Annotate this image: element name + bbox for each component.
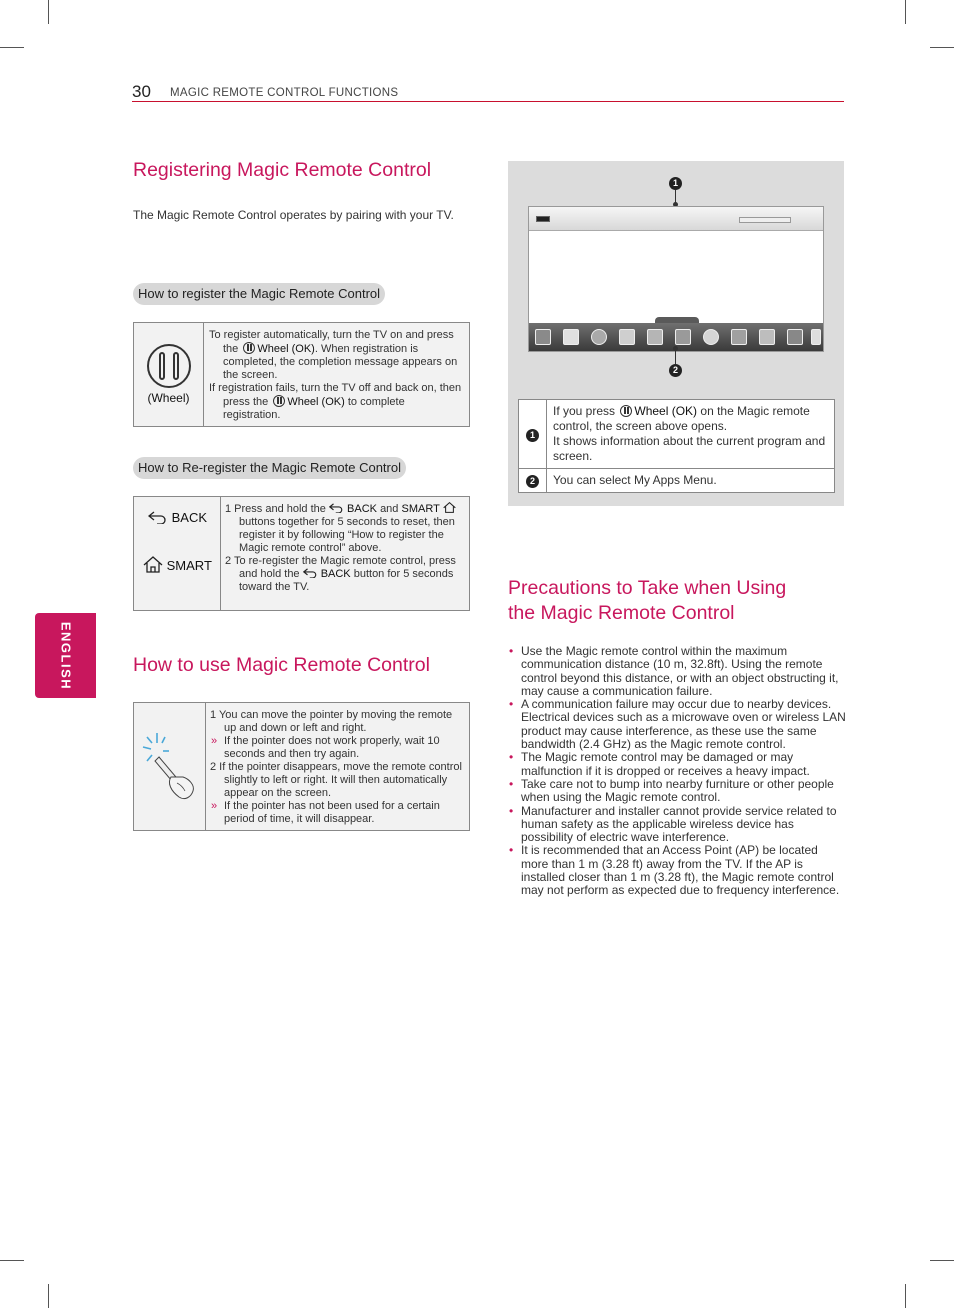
language-tab (35, 613, 96, 698)
callout-1: 1 (669, 177, 682, 190)
legend-num-cell (519, 400, 547, 469)
page-header (132, 82, 844, 102)
list-item: • It is recommended that an Access Point (AP) be located more than 1 m (3.28 ft) away from the TV. If the AP is installed closer than 1 m (3.28 ft), the Magic remote control may not perform as expected due to frequency interference. (508, 844, 846, 897)
back-icon (148, 511, 168, 524)
input-icon (787, 329, 803, 345)
clock-icon (703, 329, 719, 345)
use-step-2: 2 If the pointer disappears, move the remote control slightly to left or right. It will then automatically appear on the screen. (210, 761, 462, 799)
home-icon (143, 556, 163, 573)
back-icon (303, 568, 318, 578)
crop-mark (905, 0, 906, 24)
callout-2-leader (675, 350, 676, 364)
callout-2: 2 (669, 364, 682, 377)
legend-num-cell (519, 469, 547, 493)
progress-slot (739, 217, 791, 223)
precautions-title: Precautions to Take when Using the Magic Remote Control (508, 577, 787, 624)
crop-mark (48, 0, 49, 24)
register-instructions (204, 323, 470, 427)
wheel-caption: (Wheel) (147, 391, 190, 405)
reregister-instructions (221, 497, 470, 611)
legend-text-2: You can select My Apps Menu. (547, 469, 835, 493)
remote-pointer-icon (137, 727, 203, 803)
back-label: BACK (171, 510, 208, 525)
list-item: • Take care not to bump into nearby furniture or other people when using the Magic remote control. (508, 778, 846, 805)
search-icon (619, 329, 635, 345)
crop-mark (930, 47, 954, 48)
use-table (133, 702, 470, 831)
media-icon (675, 329, 691, 345)
gear-icon (563, 329, 579, 345)
crop-mark (0, 47, 24, 48)
pointer-icon-cell (134, 703, 206, 831)
menu-icon (731, 329, 747, 345)
crop-mark (0, 1260, 24, 1261)
crop-mark (48, 1284, 49, 1308)
back-icon (329, 503, 344, 513)
globe-icon (591, 329, 607, 345)
tv-screen-illustration (528, 206, 824, 352)
register-table (133, 322, 470, 427)
use-instructions (206, 703, 470, 831)
list-item: • A communication failure may occur due to nearby devices. Electrical devices such as a microwave oven or wireless LAN product may cause interference, as these use the same bandwidth (2.4 GHz) as the Magic remote control. (508, 698, 846, 751)
smart-button-graphic (134, 556, 220, 573)
register-step-2: If registration fails, turn the TV off and back on, then press the Wheel (OK) to complete registration. (209, 382, 462, 421)
crop-mark (905, 1284, 906, 1308)
reregister-step-2: 2 To re-register the Magic remote control, press and hold the BACK button for 5 seconds toward the TV. (225, 555, 456, 593)
legend-number: 1 (526, 429, 539, 442)
wheel-icon (243, 342, 255, 354)
wheel-icon (620, 405, 632, 417)
legend-number: 2 (526, 475, 539, 488)
running-title: MAGIC REMOTE CONTROL FUNCTIONS (170, 87, 399, 99)
more-icon (811, 329, 821, 345)
legend-text-1: If you press Wheel (OK) on the Magic remote control, the screen above opens. It shows information about the current program and screen. (547, 400, 835, 469)
register-intro: The Magic Remote Control operates by pairing with your TV. (133, 208, 454, 222)
info-bar (529, 207, 823, 231)
wheel-icon (273, 395, 285, 407)
how-to-register-label: How to register the Magic Remote Control (133, 283, 385, 305)
wheel-icon (147, 344, 191, 388)
home-icon (443, 502, 456, 513)
page-number: 30 (132, 82, 151, 101)
use-step-1: 1 You can move the pointer by moving the remote up and down or left and right. (210, 709, 453, 734)
crop-mark (930, 1260, 954, 1261)
language-tab-label: ENGLISH (58, 621, 73, 690)
use-step-1-note: » If the pointer does not work properly, wait 10 seconds and then try again. (210, 735, 463, 761)
figure-legend-table (518, 399, 835, 493)
reregister-step-1: 1 Press and hold the BACK and SMART buttons together for 5 seconds to reset, then register it by following “How to register the Magic remote control” above. (225, 503, 455, 554)
use-step-2-note: » If the pointer has not been used for a certain period of time, it will disappear. (210, 800, 463, 826)
register-step-1: To register automatically, turn the TV on and press the Wheel (OK). When registration is completed, the completion message appears on the screen. (209, 329, 458, 381)
channel-indicator (536, 216, 550, 222)
precautions-list (508, 645, 846, 898)
reregister-table (133, 496, 470, 611)
how-to-reregister-label: How to Re-register the Magic Remote Control (133, 457, 406, 479)
register-section-title: Registering Magic Remote Control (133, 159, 432, 181)
use-section-title: How to use Magic Remote Control (133, 654, 430, 676)
buttons-icon-cell (134, 497, 221, 611)
list-item: • Manufacturer and installer cannot provide service related to human safety as the applicable wireless device has possibility of electric wave interference. (508, 805, 846, 845)
back-button-graphic (134, 511, 220, 524)
tv-icon (647, 329, 663, 345)
app-icon (535, 329, 551, 345)
my-apps-tab (655, 317, 699, 323)
list-item: • The Magic remote control may be damaged or may malfunction if it is dropped or receives a heavy impact. (508, 751, 846, 778)
smart-label: SMART (166, 558, 212, 573)
wheel-icon-cell (134, 323, 204, 427)
guide-icon (759, 329, 775, 345)
list-item: • Use the Magic remote control within the maximum communication distance (10 m, 32.8ft). Using the remote control beyond this distance, or with an object obstructing it, may cause a communication failure. (508, 645, 846, 698)
